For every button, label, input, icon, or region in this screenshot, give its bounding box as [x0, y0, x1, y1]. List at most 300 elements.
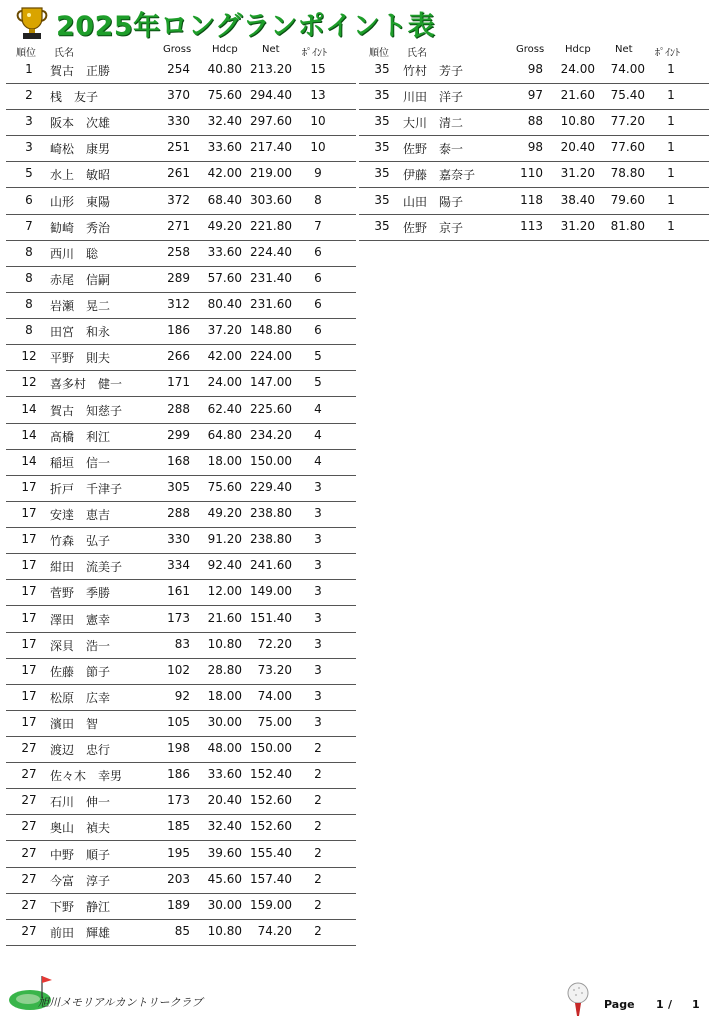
hdcp-cell: 24.00 — [560, 62, 595, 76]
net-cell: 221.80 — [250, 218, 292, 233]
name-cell: 折戸 千津子 — [50, 481, 123, 496]
gross-cell: 261 — [167, 166, 190, 181]
header-hdcp: Hdcp — [212, 44, 238, 55]
name-cell: 賀古 正勝 — [50, 64, 111, 78]
name-cell: 阪本 次雄 — [50, 116, 111, 131]
point-cell: 1 — [667, 88, 675, 103]
rank-cell: 5 — [25, 166, 33, 181]
name-cell: 岩瀬 晃二 — [50, 299, 111, 314]
hdcp-cell: 18.00 — [207, 688, 242, 703]
gross-cell: 370 — [167, 88, 190, 103]
rank-cell: 3 — [25, 114, 33, 129]
net-cell: 157.40 — [250, 871, 292, 886]
net-cell: 238.80 — [250, 506, 292, 521]
gross-cell: 85 — [174, 923, 190, 938]
hdcp-cell: 33.60 — [207, 244, 242, 259]
net-cell: 159.00 — [250, 897, 292, 912]
table-row — [6, 344, 356, 371]
gross-cell: 271 — [167, 218, 190, 233]
name-cell: 水上 敏昭 — [50, 168, 111, 183]
point-cell: 3 — [314, 479, 322, 494]
name-cell: 濱田 智 — [50, 717, 99, 731]
point-cell: 3 — [314, 558, 322, 573]
rank-cell: 17 — [21, 479, 37, 494]
rank-cell: 1 — [25, 62, 33, 76]
gross-cell: 258 — [167, 244, 190, 259]
header-point: ﾎﾟｲﾝﾄ — [302, 48, 327, 59]
hdcp-cell: 28.80 — [207, 662, 242, 677]
point-cell: 4 — [314, 427, 322, 442]
point-cell: 3 — [314, 715, 322, 729]
name-cell: 深貝 浩一 — [50, 638, 111, 653]
gross-cell: 186 — [167, 767, 190, 782]
net-cell: 72.20 — [257, 636, 292, 651]
rank-cell: 27 — [21, 767, 37, 782]
hdcp-cell: 39.60 — [207, 845, 242, 860]
point-cell: 1 — [667, 192, 675, 207]
table-row — [6, 527, 356, 554]
rank-cell: 35 — [374, 192, 390, 207]
net-cell: 81.80 — [610, 218, 645, 233]
point-cell: 10 — [310, 114, 326, 129]
table-row — [6, 135, 356, 162]
gross-cell: 254 — [167, 62, 190, 76]
name-cell: 川田 洋子 — [403, 90, 464, 105]
name-cell: 勧崎 秀治 — [50, 220, 111, 235]
header-gross: Gross — [163, 44, 192, 55]
rank-cell: 14 — [21, 401, 37, 416]
net-cell: 241.60 — [250, 558, 292, 573]
net-cell: 152.60 — [250, 819, 292, 834]
point-cell: 2 — [314, 741, 322, 756]
gross-cell: 185 — [167, 819, 190, 834]
gross-cell: 161 — [167, 584, 190, 599]
net-cell: 75.40 — [610, 88, 645, 103]
gross-cell: 330 — [167, 114, 190, 129]
point-cell: 9 — [314, 166, 322, 181]
hdcp-cell: 12.00 — [207, 584, 242, 599]
net-cell: 213.20 — [250, 62, 292, 76]
rank-cell: 8 — [25, 244, 33, 259]
net-cell: 150.00 — [250, 453, 292, 468]
point-cell: 2 — [314, 871, 322, 886]
hdcp-cell: 91.20 — [207, 532, 242, 547]
table-row — [6, 658, 356, 685]
rank-cell: 8 — [25, 270, 33, 285]
page-separator: / — [668, 998, 673, 1011]
name-cell: 崎松 康男 — [50, 142, 111, 157]
hdcp-cell: 21.60 — [207, 610, 242, 625]
name-cell: 喜多村 健一 — [50, 377, 123, 392]
hdcp-cell: 10.80 — [207, 923, 242, 938]
point-cell: 10 — [310, 140, 326, 155]
table-row — [6, 814, 356, 841]
net-cell: 219.00 — [250, 166, 292, 181]
rank-cell: 8 — [25, 297, 33, 312]
name-cell: 西川 聡 — [50, 246, 99, 261]
name-cell: 竹村 芳子 — [403, 64, 464, 78]
point-cell: 3 — [314, 662, 322, 677]
point-cell: 4 — [314, 453, 322, 468]
gross-cell: 83 — [174, 636, 190, 651]
header-net: Net — [615, 44, 633, 55]
page-label: Page — [604, 998, 635, 1011]
header-gross: Gross — [516, 44, 545, 55]
net-cell: 224.40 — [250, 244, 292, 259]
name-cell: 下野 静江 — [50, 899, 111, 914]
hdcp-cell: 31.20 — [560, 166, 595, 181]
rank-cell: 17 — [21, 584, 37, 599]
header-point: ﾎﾟｲﾝﾄ — [655, 48, 680, 59]
net-cell: 74.00 — [610, 62, 645, 76]
gross-cell: 173 — [167, 793, 190, 808]
name-cell: 髙橋 利江 — [50, 429, 111, 444]
net-cell: 297.60 — [250, 114, 292, 129]
rank-cell: 27 — [21, 741, 37, 756]
name-cell: 佐藤 節子 — [50, 664, 111, 679]
hdcp-cell: 31.20 — [560, 218, 595, 233]
net-cell: 155.40 — [250, 845, 292, 860]
hdcp-cell: 21.60 — [560, 88, 595, 103]
point-cell: 5 — [314, 349, 322, 364]
hdcp-cell: 18.00 — [207, 453, 242, 468]
table-row — [359, 83, 709, 110]
point-cell: 3 — [314, 636, 322, 651]
hdcp-cell: 33.60 — [207, 767, 242, 782]
hdcp-cell: 49.20 — [207, 218, 242, 233]
page-current: 1 — [656, 998, 664, 1011]
gross-cell: 251 — [167, 140, 190, 155]
table-row — [6, 318, 356, 345]
point-cell: 3 — [314, 532, 322, 547]
rank-cell: 14 — [21, 453, 37, 468]
gross-cell: 102 — [167, 662, 190, 677]
name-cell: 赤尾 信嗣 — [50, 272, 111, 287]
point-cell: 6 — [314, 297, 322, 312]
point-cell: 2 — [314, 923, 322, 938]
point-cell: 15 — [310, 62, 326, 76]
rank-cell: 27 — [21, 845, 37, 860]
net-cell: 294.40 — [250, 88, 292, 103]
club-logo — [8, 968, 208, 1018]
name-cell: 山田 陽子 — [403, 194, 464, 209]
point-cell: 6 — [314, 244, 322, 259]
net-cell: 74.00 — [257, 688, 292, 703]
point-cell: 1 — [667, 62, 675, 76]
hdcp-cell: 62.40 — [207, 401, 242, 416]
gross-cell: 372 — [167, 192, 190, 207]
net-cell: 148.80 — [250, 323, 292, 338]
rank-cell: 35 — [374, 114, 390, 129]
hdcp-cell: 32.40 — [207, 819, 242, 834]
title-area — [14, 6, 435, 40]
rank-cell: 17 — [21, 532, 37, 547]
header-rank: 順位 — [16, 48, 36, 59]
name-cell: 佐々木 幸男 — [50, 769, 123, 784]
gross-cell: 198 — [167, 741, 190, 756]
table-row — [6, 292, 356, 319]
club-name: 旭川メモリアルカントリークラブ — [38, 996, 203, 1009]
rank-cell: 12 — [21, 375, 37, 390]
header-name: 氏名 — [54, 48, 74, 59]
name-cell: 山形 東陽 — [50, 194, 111, 209]
name-cell: 賀古 知慈子 — [50, 403, 123, 418]
gross-cell: 334 — [167, 558, 190, 573]
gross-cell: 110 — [520, 166, 543, 181]
table-row — [6, 161, 356, 188]
name-cell: 前田 輝雄 — [50, 925, 111, 940]
net-cell: 151.40 — [250, 610, 292, 625]
name-cell: 平野 則夫 — [50, 351, 111, 366]
hdcp-cell: 32.40 — [207, 114, 242, 129]
net-cell: 77.20 — [610, 114, 645, 129]
hdcp-cell: 40.80 — [207, 62, 242, 76]
rank-cell: 17 — [21, 688, 37, 703]
rank-cell: 17 — [21, 558, 37, 573]
gross-cell: 97 — [527, 88, 543, 103]
table-row — [359, 57, 709, 84]
net-cell: 217.40 — [250, 140, 292, 155]
header-rank: 順位 — [369, 48, 389, 59]
net-cell: 224.00 — [250, 349, 292, 364]
gross-cell: 305 — [167, 479, 190, 494]
net-cell: 303.60 — [250, 192, 292, 207]
hdcp-cell: 45.60 — [207, 871, 242, 886]
hdcp-cell: 48.00 — [207, 741, 242, 756]
net-cell: 234.20 — [250, 427, 292, 442]
point-cell: 2 — [314, 793, 322, 808]
rank-cell: 35 — [374, 62, 390, 76]
gross-cell: 330 — [167, 532, 190, 547]
name-cell: 佐野 泰一 — [403, 142, 464, 157]
name-cell: 稲垣 信一 — [50, 455, 111, 470]
gross-cell: 289 — [167, 270, 190, 285]
name-cell: 竹森 弘子 — [50, 534, 111, 549]
hdcp-cell: 20.40 — [560, 140, 595, 155]
gross-cell: 266 — [167, 349, 190, 364]
gross-cell: 203 — [167, 871, 190, 886]
net-cell: 150.00 — [250, 741, 292, 756]
net-cell: 231.60 — [250, 297, 292, 312]
table-row — [6, 684, 356, 711]
rank-cell: 14 — [21, 427, 37, 442]
net-cell: 77.60 — [610, 140, 645, 155]
hdcp-cell: 33.60 — [207, 140, 242, 155]
table-row — [6, 83, 356, 110]
net-cell: 231.40 — [250, 270, 292, 285]
rank-cell: 17 — [21, 636, 37, 651]
name-cell: 奥山 禎夫 — [50, 821, 111, 836]
table-row — [6, 867, 356, 894]
gross-cell: 288 — [167, 401, 190, 416]
page-total: 1 — [692, 998, 700, 1011]
trophy-icon — [14, 6, 50, 40]
net-cell: 238.80 — [250, 532, 292, 547]
gross-cell: 98 — [527, 62, 543, 76]
hdcp-cell: 42.00 — [207, 166, 242, 181]
rank-cell: 17 — [21, 662, 37, 677]
net-cell: 147.00 — [250, 375, 292, 390]
point-cell: 3 — [314, 610, 322, 625]
table-row — [6, 188, 356, 215]
net-cell: 229.40 — [250, 479, 292, 494]
rank-cell: 17 — [21, 506, 37, 521]
point-cell: 1 — [667, 218, 675, 233]
net-cell: 78.80 — [610, 166, 645, 181]
name-cell: 松原 広幸 — [50, 690, 111, 705]
hdcp-cell: 30.00 — [207, 715, 242, 729]
gross-cell: 98 — [527, 140, 543, 155]
gross-cell: 88 — [527, 114, 543, 129]
rank-cell: 35 — [374, 88, 390, 103]
table-row — [6, 841, 356, 868]
table-row — [6, 606, 356, 633]
hdcp-cell: 37.20 — [207, 323, 242, 338]
hdcp-cell: 42.00 — [207, 349, 242, 364]
table-row — [6, 397, 356, 424]
hdcp-cell: 20.40 — [207, 793, 242, 808]
table-row — [6, 893, 356, 920]
hdcp-cell: 75.60 — [207, 479, 242, 494]
gross-cell: 118 — [520, 192, 543, 207]
point-cell: 3 — [314, 506, 322, 521]
header-name: 氏名 — [407, 48, 427, 59]
gross-cell: 105 — [167, 715, 190, 729]
table-row — [6, 423, 356, 450]
hdcp-cell: 30.00 — [207, 897, 242, 912]
gross-cell: 288 — [167, 506, 190, 521]
name-cell: 安達 恵吉 — [50, 508, 111, 523]
hdcp-cell: 68.40 — [207, 192, 242, 207]
name-cell: 桟 友子 — [50, 90, 99, 105]
page-title: 2025年ロングランポイント表 — [56, 10, 436, 42]
point-cell: 5 — [314, 375, 322, 390]
name-cell: 伊藤 嘉奈子 — [403, 168, 476, 183]
table-row — [6, 214, 356, 241]
table-row — [6, 710, 356, 737]
hdcp-cell: 24.00 — [207, 375, 242, 390]
rank-cell: 27 — [21, 793, 37, 808]
header-hdcp: Hdcp — [565, 44, 591, 55]
hdcp-cell: 80.40 — [207, 297, 242, 312]
rank-cell: 27 — [21, 923, 37, 938]
gross-cell: 113 — [520, 218, 543, 233]
table-row — [6, 579, 356, 606]
gross-cell: 92 — [174, 688, 190, 703]
name-cell: 今富 淳子 — [50, 873, 111, 888]
name-cell: 佐野 京子 — [403, 220, 464, 235]
rank-cell: 8 — [25, 323, 33, 338]
table-row — [6, 475, 356, 502]
gross-cell: 173 — [167, 610, 190, 625]
net-cell: 74.20 — [257, 923, 292, 938]
hdcp-cell: 57.60 — [207, 270, 242, 285]
table-row — [359, 214, 709, 241]
net-cell: 152.40 — [250, 767, 292, 782]
table-row — [359, 188, 709, 215]
golf-ball-icon — [566, 982, 590, 1018]
header-net: Net — [262, 44, 280, 55]
rank-cell: 27 — [21, 871, 37, 886]
name-cell: 澤田 憲幸 — [50, 612, 111, 627]
name-cell: 大川 清二 — [403, 116, 464, 131]
table-row — [6, 762, 356, 789]
gross-cell: 186 — [167, 323, 190, 338]
point-cell: 4 — [314, 401, 322, 416]
rank-cell: 27 — [21, 819, 37, 834]
point-cell: 13 — [310, 88, 326, 103]
hdcp-cell: 64.80 — [207, 427, 242, 442]
point-cell: 3 — [314, 688, 322, 703]
net-cell: 75.00 — [257, 715, 292, 729]
table-row — [6, 736, 356, 763]
point-cell: 2 — [314, 819, 322, 834]
gross-cell: 195 — [167, 845, 190, 860]
gross-cell: 171 — [167, 375, 190, 390]
table-row — [6, 919, 356, 946]
point-cell: 6 — [314, 270, 322, 285]
net-cell: 225.60 — [250, 401, 292, 416]
net-cell: 152.60 — [250, 793, 292, 808]
table-row — [6, 788, 356, 815]
rank-cell: 3 — [25, 140, 33, 155]
table-row — [6, 553, 356, 580]
rank-cell: 17 — [21, 715, 37, 729]
name-cell: 渡辺 忠行 — [50, 743, 111, 758]
net-cell: 149.00 — [250, 584, 292, 599]
gross-cell: 168 — [167, 453, 190, 468]
point-cell: 8 — [314, 192, 322, 207]
table-row — [359, 135, 709, 162]
table-row — [6, 501, 356, 528]
hdcp-cell: 49.20 — [207, 506, 242, 521]
net-cell: 79.60 — [610, 192, 645, 207]
rank-cell: 35 — [374, 218, 390, 233]
name-cell: 石川 伸一 — [50, 795, 111, 810]
table-row — [6, 449, 356, 476]
table-row — [6, 632, 356, 659]
rank-cell: 12 — [21, 349, 37, 364]
name-cell: 中野 順子 — [50, 847, 111, 862]
table-row — [359, 161, 709, 188]
gross-cell: 299 — [167, 427, 190, 442]
point-cell: 1 — [667, 114, 675, 129]
hdcp-cell: 10.80 — [560, 114, 595, 129]
point-cell: 1 — [667, 140, 675, 155]
point-cell: 6 — [314, 323, 322, 338]
rank-cell: 27 — [21, 897, 37, 912]
name-cell: 田宮 和永 — [50, 325, 111, 340]
name-cell: 菅野 季勝 — [50, 586, 111, 601]
rank-cell: 7 — [25, 218, 33, 233]
point-cell: 2 — [314, 845, 322, 860]
point-cell: 3 — [314, 584, 322, 599]
rank-cell: 2 — [25, 88, 33, 103]
hdcp-cell: 75.60 — [207, 88, 242, 103]
gross-cell: 312 — [167, 297, 190, 312]
rank-cell: 35 — [374, 140, 390, 155]
point-cell: 2 — [314, 767, 322, 782]
point-cell: 1 — [667, 166, 675, 181]
hdcp-cell: 10.80 — [207, 636, 242, 651]
point-cell: 7 — [314, 218, 322, 233]
table-row — [359, 109, 709, 136]
table-row — [6, 109, 356, 136]
rank-cell: 6 — [25, 192, 33, 207]
hdcp-cell: 38.40 — [560, 192, 595, 207]
point-cell: 2 — [314, 897, 322, 912]
gross-cell: 189 — [167, 897, 190, 912]
